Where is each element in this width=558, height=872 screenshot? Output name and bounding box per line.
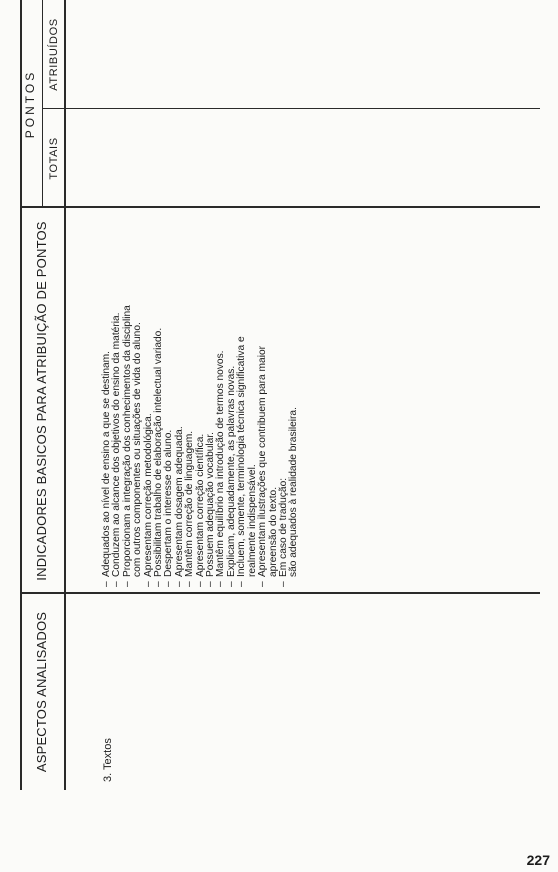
indicator-text: Apresentam correção científica. bbox=[194, 433, 206, 577]
header-aspectos: ASPECTOS ANALISADOS bbox=[34, 611, 49, 773]
bullet-dash: – bbox=[205, 581, 217, 587]
indicator-text: são adequados à realidade brasileira. bbox=[288, 407, 300, 577]
header-atribuidos: ATRIBUÍDOS bbox=[48, 18, 60, 91]
indicator-text: Mantêm correção de linguagem. bbox=[184, 430, 196, 577]
indicator-text: Possibilitam trabalho de elaboração intelectual variado. bbox=[153, 327, 165, 577]
bullet-dash: – bbox=[277, 581, 289, 587]
bullet-dash: – bbox=[163, 581, 175, 587]
table-top-border bbox=[20, 0, 22, 790]
column-divider-2 bbox=[20, 207, 540, 209]
header-totais: TOTAIS bbox=[48, 137, 60, 180]
bullet-dash: – bbox=[142, 581, 154, 587]
indicator-text: realmente indispensável. bbox=[246, 464, 258, 577]
indicator-text: Conduzem ao alcance dos objetivos do ensino da matéria. bbox=[111, 312, 123, 577]
column-divider-3 bbox=[42, 108, 540, 109]
header-bottom-border bbox=[64, 0, 66, 790]
bullet-dash: – bbox=[194, 581, 206, 587]
bullet-dash: – bbox=[215, 581, 227, 587]
indicator-text: Adequados ao nível de ensino a que se destinam. bbox=[101, 351, 112, 577]
indicator-text: Mantêm equilíbrio na introdução de termos novos. bbox=[215, 350, 227, 577]
indicator-text: Explicam, adequadamente, as palavras novas. bbox=[225, 365, 237, 577]
indicator-text: Apresentam correção metodológica. bbox=[142, 413, 154, 577]
bullet-dash: – bbox=[184, 581, 196, 587]
pontos-subheader-line bbox=[42, 0, 43, 208]
indicator-text: apreensão do texto. bbox=[267, 486, 279, 577]
indicator-text: Incluem, somente, terminologia técnica significativa e bbox=[236, 336, 248, 577]
column-divider-1 bbox=[20, 593, 540, 595]
indicadores-list bbox=[102, 305, 300, 587]
indicator-text: com outros componentes ou situações de vida do aluno. bbox=[132, 322, 144, 577]
indicator-text: Possuem adequação vocabular. bbox=[205, 432, 217, 577]
header-indicadores: INDICADORES BASICOS PARA ATRIBUIÇÃO DE PONTOS bbox=[34, 221, 49, 581]
indicator-text: Em caso de tradução: bbox=[277, 477, 289, 577]
page-number: 227 bbox=[526, 852, 550, 868]
bullet-dash: – bbox=[153, 581, 165, 587]
rotated-table bbox=[20, 0, 540, 820]
indicator-text: Apresentam ilustrações que contribuem para maior bbox=[257, 345, 269, 577]
aspecto-textos: 3. Textos bbox=[102, 738, 114, 782]
header-pontos: PONTOS bbox=[23, 69, 37, 139]
bullet-dash: – bbox=[111, 581, 123, 587]
bullet-dash: – bbox=[257, 581, 269, 587]
bullet-dash: – bbox=[121, 581, 133, 587]
indicator-text: Proporcionam a integração dos conhecimentos da disciplina bbox=[121, 305, 133, 577]
bullet-dash: – bbox=[173, 581, 185, 587]
indicator-text: Despertam o interesse do aluno. bbox=[163, 429, 175, 577]
indicator-item bbox=[289, 305, 299, 587]
bullet-dash: – bbox=[225, 581, 237, 587]
indicator-text: Apresentam dosagem adequada. bbox=[173, 426, 185, 577]
bullet-dash: – bbox=[101, 581, 112, 587]
bullet-dash: – bbox=[236, 581, 248, 587]
